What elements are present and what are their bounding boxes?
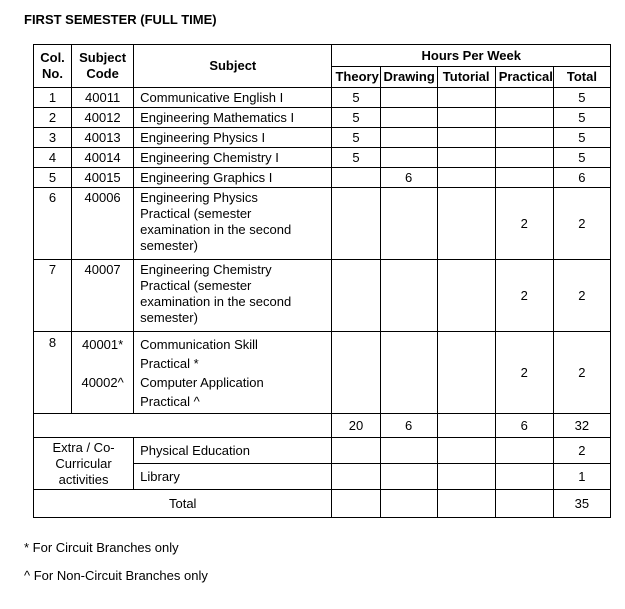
extra-subject: Library xyxy=(134,464,332,490)
row-code: 40014 xyxy=(72,148,134,168)
subtotal-row xyxy=(34,414,611,438)
grand-total-value: 35 xyxy=(553,490,610,518)
row-no: 7 xyxy=(34,260,72,332)
row-drawing xyxy=(380,88,437,108)
row-total: 2 xyxy=(553,260,610,332)
page-title: FIRST SEMESTER (FULL TIME) xyxy=(24,12,217,27)
grand-total-label: Total xyxy=(34,490,332,518)
header-hours-per-week: Hours Per Week xyxy=(332,45,611,67)
row-practical: 2 xyxy=(495,332,553,414)
row-total: 6 xyxy=(553,168,610,188)
row-practical xyxy=(495,168,553,188)
row-subject xyxy=(134,332,332,414)
row-subject: Engineering Physics I xyxy=(134,128,332,148)
row-practical: 2 xyxy=(495,260,553,332)
table-row xyxy=(34,88,611,108)
row-subject: Engineering Mathematics I xyxy=(134,108,332,128)
row-subject-a: Communication Skill Practical * xyxy=(140,337,258,371)
row-code: 40007 xyxy=(72,260,134,332)
row-subject: Engineering Chemistry I xyxy=(134,148,332,168)
extra-row xyxy=(34,438,611,464)
row-no: 1 xyxy=(34,88,72,108)
header-tutorial: Tutorial xyxy=(437,67,495,88)
row-total: 5 xyxy=(553,88,610,108)
row-tutorial xyxy=(437,148,495,168)
table-row xyxy=(34,188,611,260)
row-theory xyxy=(332,188,380,260)
extra-label: Extra / Co- Curricular activities xyxy=(34,438,134,490)
footnote-non-circuit: ^ For Non-Circuit Branches only xyxy=(24,568,208,583)
extra-total: 1 xyxy=(553,464,610,490)
row-no: 8 xyxy=(34,332,72,414)
row-code: 40006 xyxy=(72,188,134,260)
header-theory: Theory xyxy=(332,67,380,88)
row-subject: Engineering Graphics I xyxy=(134,168,332,188)
grand-total-row xyxy=(34,490,611,518)
row-theory xyxy=(332,260,380,332)
table-row xyxy=(34,168,611,188)
row-tutorial xyxy=(437,108,495,128)
row-total: 5 xyxy=(553,128,610,148)
row-code: 40013 xyxy=(72,128,134,148)
row-total: 5 xyxy=(553,148,610,168)
row-drawing xyxy=(380,128,437,148)
footnote-circuit: * For Circuit Branches only xyxy=(24,540,179,555)
table-row xyxy=(34,128,611,148)
row-practical xyxy=(495,128,553,148)
row-tutorial xyxy=(437,260,495,332)
subtotal-drawing: 6 xyxy=(380,414,437,438)
row-total: 2 xyxy=(553,188,610,260)
subtotal-practical: 6 xyxy=(495,414,553,438)
row-no: 2 xyxy=(34,108,72,128)
header-practical: Practical xyxy=(495,67,553,88)
row-code-a: 40001* xyxy=(81,337,124,352)
table-row xyxy=(34,148,611,168)
header-subject-code: Subject Code xyxy=(72,45,134,88)
semester-table xyxy=(33,44,611,518)
row-theory xyxy=(332,168,380,188)
row-no: 5 xyxy=(34,168,72,188)
row-theory: 5 xyxy=(332,108,380,128)
row-subject: Communicative English I xyxy=(134,88,332,108)
row-drawing: 6 xyxy=(380,168,437,188)
row-theory: 5 xyxy=(332,88,380,108)
row-code: 40011 xyxy=(72,88,134,108)
row-no: 3 xyxy=(34,128,72,148)
row-theory: 5 xyxy=(332,148,380,168)
row-practical xyxy=(495,148,553,168)
row-subject-b: Computer Application Practical ^ xyxy=(140,375,264,409)
table-row xyxy=(34,108,611,128)
header-subject: Subject xyxy=(134,45,332,88)
row-theory: 5 xyxy=(332,128,380,148)
row-drawing xyxy=(380,108,437,128)
row-tutorial xyxy=(437,188,495,260)
header-drawing: Drawing xyxy=(380,67,437,88)
row-subject: Engineering Physics Practical (semester examination in the second semester) xyxy=(134,188,332,260)
row-practical xyxy=(495,108,553,128)
row-code: 40012 xyxy=(72,108,134,128)
subtotal-total: 32 xyxy=(553,414,610,438)
extra-subject: Physical Education xyxy=(134,438,332,464)
row-tutorial xyxy=(437,128,495,148)
row-code: 40015 xyxy=(72,168,134,188)
row-total: 5 xyxy=(553,108,610,128)
row-no: 6 xyxy=(34,188,72,260)
row-code xyxy=(72,332,134,414)
header-col-no: Col. No. xyxy=(34,45,72,88)
row-subject: Engineering Chemistry Practical (semester examination in the second semester) xyxy=(134,260,332,332)
row-no: 4 xyxy=(34,148,72,168)
row-practical xyxy=(495,88,553,108)
row-tutorial xyxy=(437,168,495,188)
subtotal-tutorial xyxy=(437,414,495,438)
table-row xyxy=(34,332,611,414)
subtotal-theory: 20 xyxy=(332,414,380,438)
row-drawing xyxy=(380,188,437,260)
row-total: 2 xyxy=(553,332,610,414)
row-drawing xyxy=(380,148,437,168)
row-practical: 2 xyxy=(495,188,553,260)
row-code-b: 40002^ xyxy=(81,375,124,390)
row-tutorial xyxy=(437,88,495,108)
extra-total: 2 xyxy=(553,438,610,464)
row-drawing xyxy=(380,260,437,332)
header-total: Total xyxy=(553,67,610,88)
table-row xyxy=(34,260,611,332)
